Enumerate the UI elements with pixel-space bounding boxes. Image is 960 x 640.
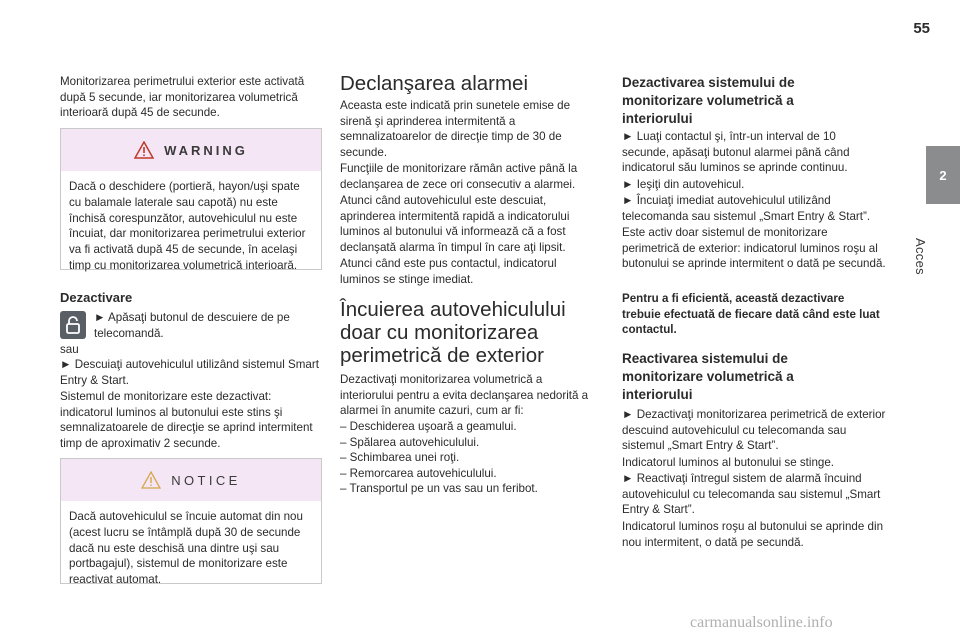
unlock-key-icon — [60, 311, 86, 339]
deactivate-step2: ► Ieşiţi din autovehicul. — [622, 178, 745, 191]
perimeter-lock-heading: Încuierea autovehiculului doar cu monitorizarea perimetrică de exterior — [340, 298, 566, 367]
reactivate-text-2: Indicatorul luminos roşu al butonului se aprinde din nou intermitent, o dată pe secundă. — [622, 520, 884, 549]
page-number: 55 — [913, 20, 930, 37]
reactivate-text-1: Indicatorul luminos al butonului se stinge. — [622, 456, 835, 469]
warning-label: WARNING — [164, 142, 248, 158]
reactivate-step2: ► Reactivaţi întregul sistem de alarmă încuind autovehiculul cu telecomanda sau sistemul „Smart Entry & Start”. — [622, 472, 881, 517]
warning-box — [60, 128, 322, 270]
warning-header — [61, 129, 321, 171]
list-item: – Transportul pe un vas sau un feribot. — [340, 482, 538, 496]
notice-box — [60, 458, 322, 587]
dezactivare-heading: Dezactivare — [60, 290, 133, 305]
alarm-text-4: Atunci când este pus contactul, indicatorul luminos se stinge imediat. — [340, 257, 557, 286]
perimeter-lock-text: Dezactivaţi monitorizarea volumetrică a interiorului pentru a evita declanşarea nedorită a alarmei în anumite cazuri, cum ar fi: — [340, 373, 589, 418]
chapter-tab[interactable]: 2 — [926, 146, 960, 204]
situations-list — [340, 419, 590, 497]
intro-text: Monitorizarea perimetrului exterior este activată după 5 secunde, iar monitorizarea volumetrică interioară după 45 de secunde. — [60, 75, 305, 120]
notice-header — [61, 459, 321, 501]
warning-icon — [134, 141, 154, 159]
alarm-text-3: Atunci când autovehiculul este descuiat, aprinderea intermitentă rapidă a indicatorului luminos al butonului vă informează că a fost declanşată alarma în timpul în care aţi lipsit. — [340, 194, 570, 254]
watermark: carmanualsonline.info — [690, 614, 833, 631]
chapter-title: Acces — [913, 238, 928, 275]
deactivate-bold-note: Pentru a fi eficientă, această dezactivare trebuie efectuată de fiecare dată când este luat contactul. — [622, 292, 880, 337]
reactivate-step1: ► Dezactivaţi monitorizarea perimetrică de exterior descuind autovehiculul cu telecomanda sau sistemul „Smart Entry & Start”. — [622, 408, 886, 453]
alarm-text-2: Funcţiile de monitorizare rămân active până la declanşarea de zece ori consecutiv a alarmei. — [340, 162, 578, 191]
dezactivare-text: Sistemul de monitorizare este dezactivat: indicatorul luminos al butonului este stins şi semnalizatoarele de direcţie se aprind intermitent timp de aproximativ 2 secunde. — [60, 390, 313, 450]
notice-text: Dacă autovehiculul se încuie automat din nou (acest lucru se întâmplă după 30 de secunde dacă nu este deschisă una dintre uşi sau portbagajul), sistemul de monitorizare este reactivat automat. — [69, 510, 303, 587]
deactivate-text: Este activ doar sistemul de monitorizare perimetrică de exterior: indicatorul luminos roşu al butonului se aprinde intermitent o dată pe secundă. — [622, 226, 886, 271]
dezactivare-or: sau — [60, 343, 79, 356]
alarm-trigger-heading: Declanşarea alarmei — [340, 72, 529, 95]
warning-text: Dacă o deschidere (portieră, hayon/uşi spate cu balamale laterale sau capotă) nu este închisă corespunzător, autovehiculul nu este încuiat, dar monitorizarea perimetrului exterior va fi activată după 45 de secunde, în acelaşi timp cu monitorizarea volumetrică interioară. — [69, 180, 306, 272]
alarm-text-1: Aceasta este indicată prin sunetele emise de sirenă şi aprinderea intermitentă a semnalizatoarelor de direcţie timp de 30 de secunde. — [340, 99, 571, 159]
notice-icon — [141, 471, 161, 489]
dezactivare-step1: ► Apăsaţi butonul de descuiere de pe telecomandă. — [94, 311, 290, 340]
deactivate-step3: ► Încuiaţi imediat autovehiculul utilizând telecomanda sau sistemul „Smart Entry & Start”. — [622, 194, 871, 223]
notice-label: NOTICE — [171, 472, 241, 488]
dezactivare-step2: ► Descuiaţi autovehiculul utilizând sistemul Smart Entry & Start. — [60, 358, 319, 387]
list-item: – Remorcarea autovehiculului. — [340, 466, 497, 480]
reactivate-interior-heading: Reactivarea sistemului de monitorizare volumetrică a interiorului — [622, 351, 794, 402]
deactivate-interior-heading: Dezactivarea sistemului de monitorizare volumetrică a interiorului — [622, 75, 795, 126]
deactivate-step1: ► Luaţi contactul şi, într-un interval de 10 secunde, apăsaţi butonul alarmei până când indicatorul său luminos se aprinde continuu. — [622, 130, 850, 175]
list-item: – Spălarea autovehiculului. — [340, 435, 480, 449]
list-item: – Schimbarea unei roţi. — [340, 451, 460, 465]
list-item: – Deschiderea uşoară a geamului. — [340, 420, 517, 433]
